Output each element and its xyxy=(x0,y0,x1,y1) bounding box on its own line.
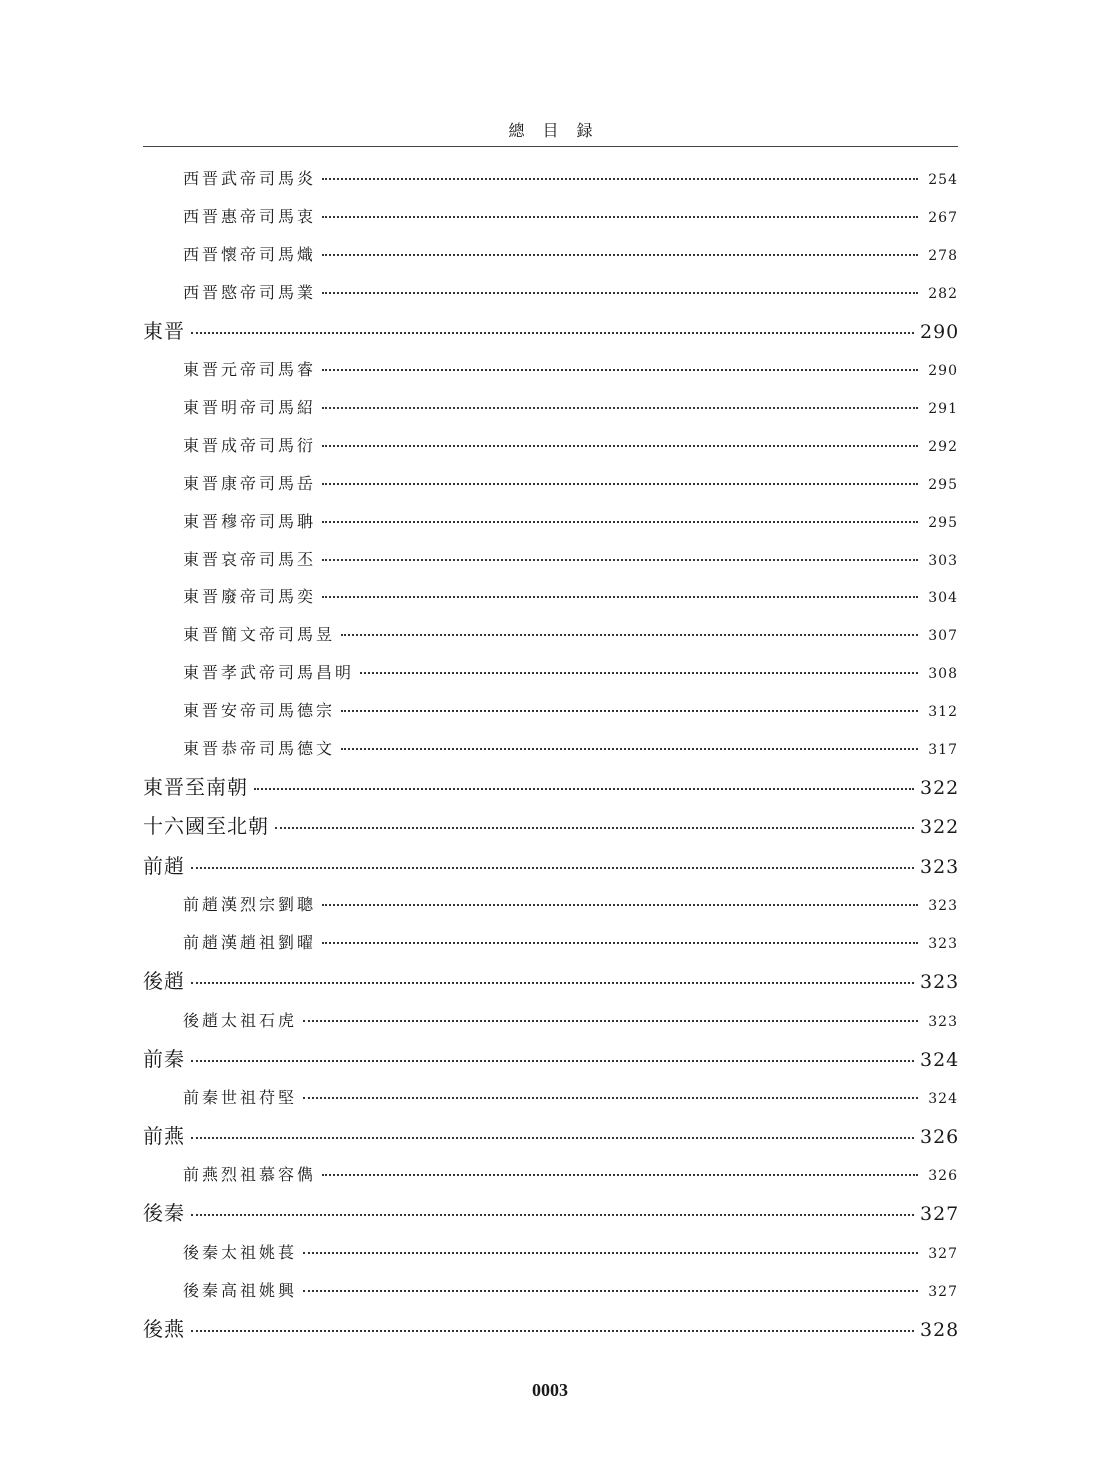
dot-leader xyxy=(322,904,918,906)
section-page-number: 290 xyxy=(920,320,960,343)
entry-page-number: 295 xyxy=(928,476,958,493)
dot-leader xyxy=(191,1060,914,1062)
toc-section xyxy=(143,768,958,808)
dot-leader xyxy=(322,483,918,485)
section-page-number: 322 xyxy=(920,776,960,799)
toc-entry xyxy=(143,692,958,730)
toc-entry xyxy=(143,1272,958,1310)
toc-entry xyxy=(143,465,958,503)
entry-page-number: 282 xyxy=(928,285,958,302)
entry-title: 東晋孝武帝司馬昌明 xyxy=(183,663,355,683)
section-title: 前秦 xyxy=(143,1046,185,1071)
entry-title: 東晋康帝司馬岳 xyxy=(183,473,317,493)
toc-entry xyxy=(143,160,958,198)
toc-section xyxy=(143,1040,958,1080)
dot-leader xyxy=(360,672,918,674)
section-page-number: 328 xyxy=(920,1318,960,1341)
toc-entry xyxy=(143,389,958,427)
dot-leader xyxy=(275,827,914,829)
entry-page-number: 291 xyxy=(928,400,958,417)
entry-title: 東晋明帝司馬紹 xyxy=(183,397,317,417)
entry-page-number: 312 xyxy=(928,704,958,721)
dot-leader xyxy=(322,216,918,218)
folio-page-number: 0003 xyxy=(532,1380,568,1400)
section-page-number: 323 xyxy=(920,971,960,994)
toc-entry xyxy=(143,198,958,236)
dot-leader xyxy=(303,1290,918,1292)
toc-entry xyxy=(143,503,958,541)
entry-title: 東晋簡文帝司馬昱 xyxy=(183,625,336,645)
toc-entry xyxy=(143,1002,958,1040)
toc-entry xyxy=(143,654,958,692)
section-title: 前趙 xyxy=(143,853,185,878)
entry-page-number: 317 xyxy=(928,741,958,758)
dot-leader xyxy=(303,1020,918,1022)
dot-leader xyxy=(303,1252,918,1254)
dot-leader xyxy=(322,596,918,598)
dot-leader xyxy=(191,867,914,869)
table-of-contents xyxy=(143,160,958,1349)
dot-leader xyxy=(341,748,918,750)
toc-entry xyxy=(143,274,958,312)
running-header xyxy=(143,118,958,147)
dot-leader xyxy=(191,332,914,334)
dot-leader xyxy=(191,1214,914,1216)
toc-section xyxy=(143,807,958,847)
entry-page-number: 304 xyxy=(928,590,958,607)
section-title: 後趙 xyxy=(143,969,185,994)
entry-title: 後秦高祖姚興 xyxy=(183,1280,298,1300)
header-title: 總目録 xyxy=(508,121,611,140)
dot-leader xyxy=(191,1330,914,1332)
toc-entry xyxy=(143,541,958,579)
section-page-number: 323 xyxy=(920,855,960,878)
section-title: 前燕 xyxy=(143,1123,185,1148)
section-title: 東晋至南朝 xyxy=(143,774,248,799)
toc-entry xyxy=(143,236,958,274)
entry-page-number: 327 xyxy=(928,1245,958,1262)
entry-title: 東晋安帝司馬德宗 xyxy=(183,701,336,721)
toc-entry xyxy=(143,886,958,924)
entry-page-number: 254 xyxy=(928,172,958,188)
dot-leader xyxy=(322,559,918,561)
toc-entry xyxy=(143,730,958,768)
dot-leader xyxy=(322,178,918,180)
entry-title: 前趙漢烈宗劉聰 xyxy=(183,895,317,915)
section-title: 東晋 xyxy=(143,318,185,343)
dot-leader xyxy=(322,254,918,256)
entry-page-number: 295 xyxy=(928,514,958,531)
entry-page-number: 290 xyxy=(928,363,958,380)
entry-title: 後趙太祖石虎 xyxy=(183,1010,298,1030)
toc-entry xyxy=(143,427,958,465)
section-title: 後燕 xyxy=(143,1316,185,1341)
toc-entry xyxy=(143,1234,958,1272)
entry-title: 東晋哀帝司馬丕 xyxy=(183,549,317,569)
section-page-number: 326 xyxy=(920,1125,960,1148)
toc-entry xyxy=(143,1156,958,1194)
entry-title: 前燕烈祖慕容儁 xyxy=(183,1165,317,1185)
entry-page-number: 327 xyxy=(928,1283,958,1300)
entry-title: 前秦世祖苻堅 xyxy=(183,1088,298,1108)
entry-page-number: 278 xyxy=(928,247,958,264)
toc-section xyxy=(143,1194,958,1234)
section-page-number: 322 xyxy=(920,816,960,839)
toc-entry xyxy=(143,1079,958,1117)
toc-entry xyxy=(143,351,958,389)
section-title: 後秦 xyxy=(143,1201,185,1226)
entry-page-number: 267 xyxy=(928,209,958,226)
entry-title: 西晋懷帝司馬熾 xyxy=(183,244,317,264)
dot-leader xyxy=(322,407,918,409)
dot-leader xyxy=(191,982,914,984)
toc-section xyxy=(143,312,958,352)
dot-leader xyxy=(303,1097,918,1099)
dot-leader xyxy=(341,634,918,636)
entry-page-number: 323 xyxy=(928,898,958,915)
dot-leader xyxy=(322,369,918,371)
dot-leader xyxy=(322,445,918,447)
entry-title: 西晋武帝司馬炎 xyxy=(183,169,317,188)
entry-page-number: 324 xyxy=(928,1091,958,1108)
entry-page-number: 303 xyxy=(928,552,958,569)
section-title: 十六國至北朝 xyxy=(143,814,269,839)
toc-section xyxy=(143,1117,958,1157)
toc-entry xyxy=(143,616,958,654)
toc-section xyxy=(143,847,958,887)
entry-title: 東晋成帝司馬衍 xyxy=(183,435,317,455)
entry-page-number: 292 xyxy=(928,438,958,455)
dot-leader xyxy=(191,1137,914,1139)
entry-page-number: 326 xyxy=(928,1168,958,1185)
entry-title: 後秦太祖姚萇 xyxy=(183,1242,298,1262)
section-page-number: 327 xyxy=(920,1203,960,1226)
entry-title: 西晋惠帝司馬衷 xyxy=(183,206,317,226)
entry-title: 前趙漢趙祖劉曜 xyxy=(183,933,317,953)
entry-page-number: 308 xyxy=(928,666,958,683)
entry-page-number: 307 xyxy=(928,628,958,645)
dot-leader xyxy=(322,1174,918,1176)
entry-page-number: 323 xyxy=(928,936,958,953)
dot-leader xyxy=(322,942,918,944)
dot-leader xyxy=(322,292,918,294)
toc-entry xyxy=(143,924,958,962)
entry-title: 東晋恭帝司馬德文 xyxy=(183,738,336,758)
entry-page-number: 323 xyxy=(928,1013,958,1030)
dot-leader xyxy=(322,521,918,523)
entry-title: 東晋元帝司馬睿 xyxy=(183,360,317,380)
dot-leader xyxy=(254,788,914,790)
toc-section xyxy=(143,1310,958,1350)
section-page-number: 324 xyxy=(920,1048,960,1071)
entry-title: 東晋穆帝司馬聃 xyxy=(183,511,317,531)
toc-entry xyxy=(143,578,958,616)
entry-title: 東晋廢帝司馬奕 xyxy=(183,587,317,607)
toc-section xyxy=(143,962,958,1002)
dot-leader xyxy=(341,710,918,712)
entry-title: 西晋愍帝司馬業 xyxy=(183,282,317,302)
